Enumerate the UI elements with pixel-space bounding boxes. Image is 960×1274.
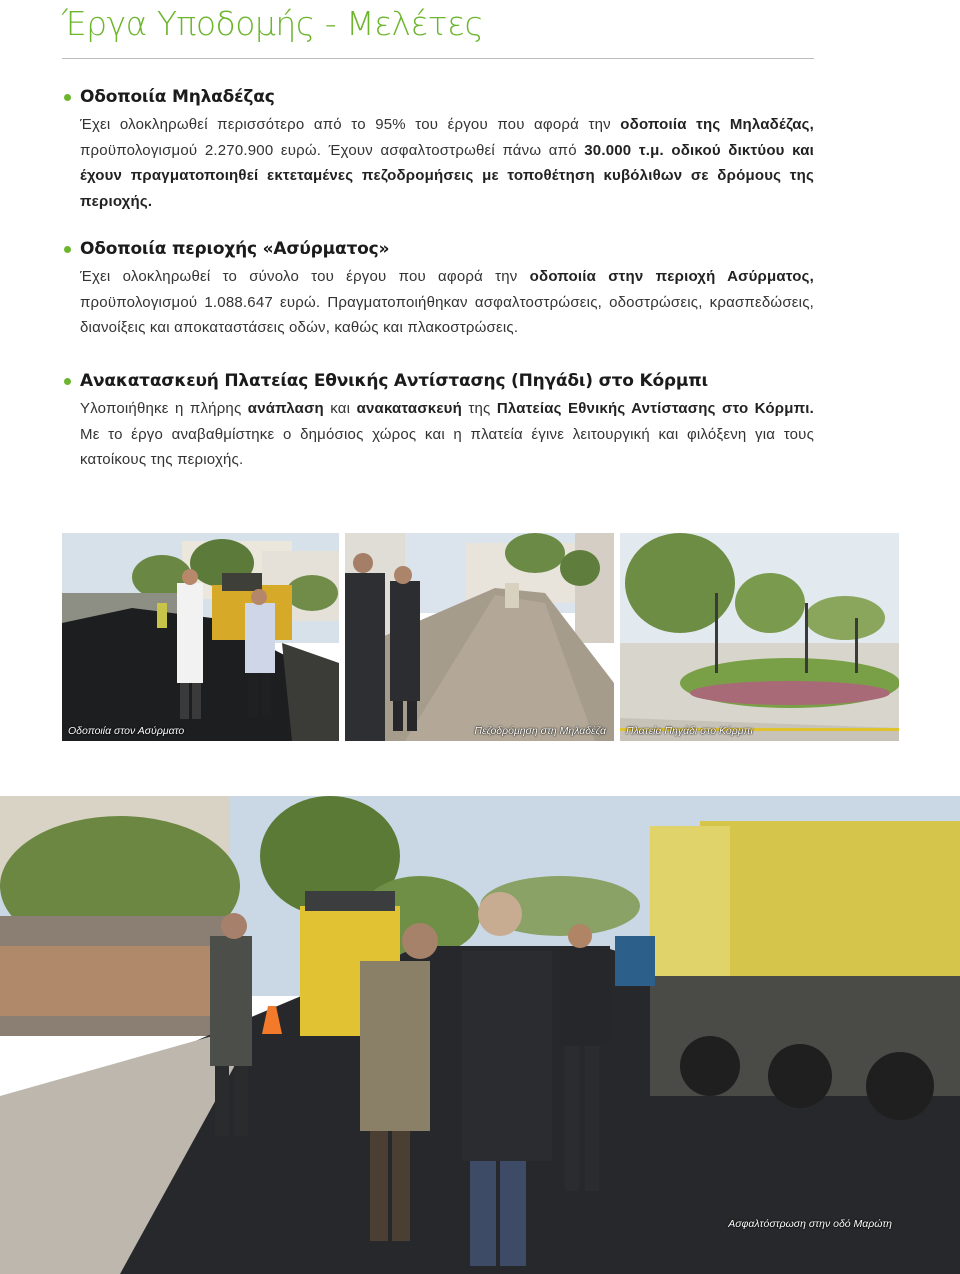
section-heading: Ανακατασκευή Πλατείας Εθνικής Αντίστασης (Πηγάδι) στο Κόρμπι [62,370,814,392]
section-body: Υλοποιήθηκε η πλήρης ανάπλαση και ανακατασκευή της Πλατείας Εθνικής Αντίστασης στο Κόρμπι. Με το έργο αναβαθμίστηκε ο δημόσιος χώρος και η πλατεία έγινε λειτουργική και φιλόξενη για τους κατοίκους της περιοχής. [80,400,814,468]
photo-maroti-image [0,796,960,1274]
photo-caption: Πλατεία Πηγάδι στο Κόρμπι [626,725,753,737]
photo-miladeza-image [345,533,614,741]
photo-miladeza-pedestrian [345,533,614,741]
photo-korbi-square [620,533,899,741]
section-miladeza-roads [62,86,814,214]
section-body: Έχει ολοκληρωθεί το σύνολο του έργου που αφορά την οδοποιία στην περιοχή Ασύρματος, προϋπολογισμού 1.088.647 ευρώ. Πραγματοποιήθηκαν ασφαλτοστρώσεις, οδοστρώσεις, κρασπεδώσεις, διανοίξεις και αποκαταστάσεις οδών, καθώς και πλακοστρώσεις. [80,268,814,336]
photo-caption: Πεζοδρόμηση στη Μηλαδέζα [474,725,606,737]
photo-asyrmatos-image [62,533,339,741]
page-title: Έργα Υποδομής - Μελέτες [62,4,484,43]
photo-maroti-paving [0,796,960,1274]
bullet-icon [64,378,71,385]
bullet-icon [64,94,71,101]
section-asyrmatos-roads [62,238,814,341]
title-divider [62,58,814,59]
section-body: Έχει ολοκληρωθεί περισσότερο από το 95% του έργου που αφορά την οδοποιία της Μηλαδέζας, προϋπολογισμού 2.270.900 ευρώ. Έχουν ασφαλτοστρωθεί πάνω από 30.000 τ.μ. οδικού δικτύου και έχουν πραγματοποιηθεί εκτεταμένες πεζοδρομήσεις με τοποθέτηση κυβόλιθων σε δρόμους της περιοχής. [80,116,814,210]
section-korbi-square [62,370,814,473]
photo-asyrmatos-paving [62,533,339,741]
photo-korbi-image [620,533,899,741]
section-heading: Οδοποιία περιοχής «Ασύρματος» [62,238,814,260]
section-heading: Οδοποιία Μηλαδέζας [62,86,814,108]
bullet-icon [64,246,71,253]
photo-caption: Ασφαλτόστρωση στην οδό Μαρώτη [728,1218,892,1230]
photo-caption: Οδοποιία στον Ασύρματο [68,725,185,737]
